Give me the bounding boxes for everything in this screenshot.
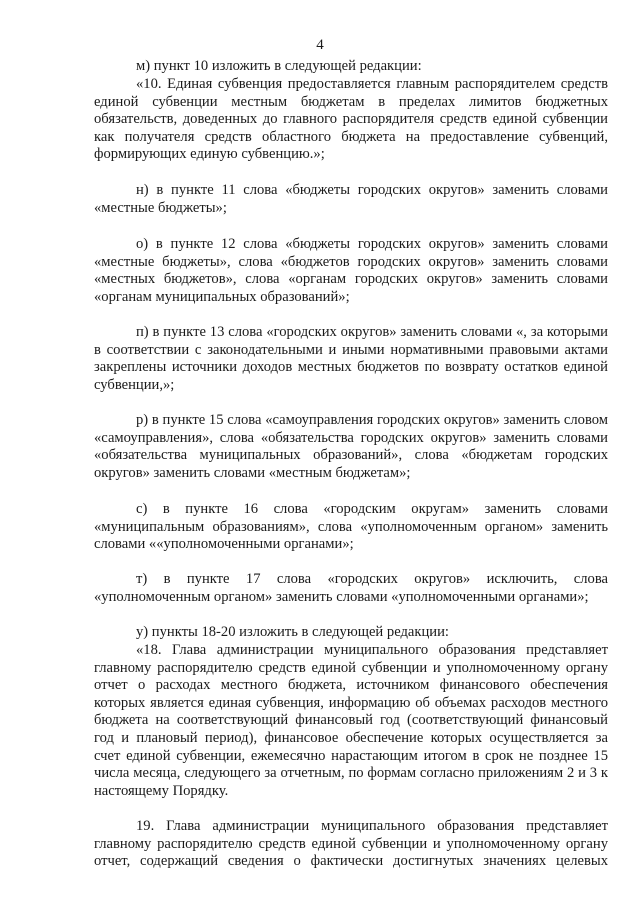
paragraph-s: с) в пункте 16 слова «городским округам» заменить словами «муниципальным образованиям», слова «уполномоченным органом» заменить словами ««уполномоченными органами»; [94, 501, 608, 553]
paragraph-m-intro: м) пункт 10 изложить в следующей редакции: [136, 58, 422, 74]
paragraph-n: н) в пункте 11 слова «бюджеты городских округов» заменить словами «местные бюджеты»; [94, 182, 608, 216]
paragraph-o: о) в пункте 12 слова «бюджеты городских округов» заменить словами «местные бюджеты», слова «бюджетов городских округов» заменить словами «местных бюджетов», слова «органам городских округов» заменить словами «органам муниципальных образований»; [94, 236, 608, 305]
paragraph-u-19: 19. Глава администрации муниципального образования представляет главному распорядителю средств единой субвенции и уполномоченному органу отчет, содержащий сведения о фактически достигнутых значениях целевых [94, 818, 608, 870]
paragraph-m-quote: «10. Единая субвенция предоставляется главным распорядителем средств единой субвенции местным бюджетам в пределах лимитов бюджетных обязательств, доведенных до главного распорядителя средств единой субвенции как получателя средств областного бюджета на предоставление субвенций, формирующих единую субвенцию.»; [94, 76, 608, 163]
paragraph-r: р) в пункте 15 слова «самоуправления городских округов» заменить словом «самоуправления», слова «обязательства городских округов» заменить словами «обязательства муниципальных образований», слова «бюджетам городских округов» заменить словами «местным бюджетам»; [94, 412, 608, 481]
page-number: 4 [316, 37, 324, 53]
paragraph-u-intro: у) пункты 18-20 изложить в следующей редакции: [136, 624, 449, 640]
paragraph-p: п) в пункте 13 слова «городских округов» заменить словами «, за которыми в соответствии с законодательными и иными нормативными правовыми актами закреплены источники доходов местных бюджетов по возврату остатков единой субвенции,»; [94, 324, 608, 393]
paragraph-u-18: «18. Глава администрации муниципального образования представляет главному распорядителю средств единой субвенции и уполномоченному органу отчет о расходах местного бюджета, источником финансового обеспечения которых является единая субвенция, информацию об объемах расходов местного бюджета на соответствующий финансовый год (соответствующий финансовый год и плановый период), финансовое обеспечение которых осуществляется за счет единой субвенции, ежемесячно нарастающим итогом в срок не позднее 15 числа месяца, следующего за отчетным, по формам согласно приложениям 2 и 3 к настоящему Порядку. [94, 642, 608, 799]
paragraph-t: т) в пункте 17 слова «городских округов» исключить, слова «уполномоченным органом» заменить словами «уполномоченными органами»; [94, 571, 608, 605]
